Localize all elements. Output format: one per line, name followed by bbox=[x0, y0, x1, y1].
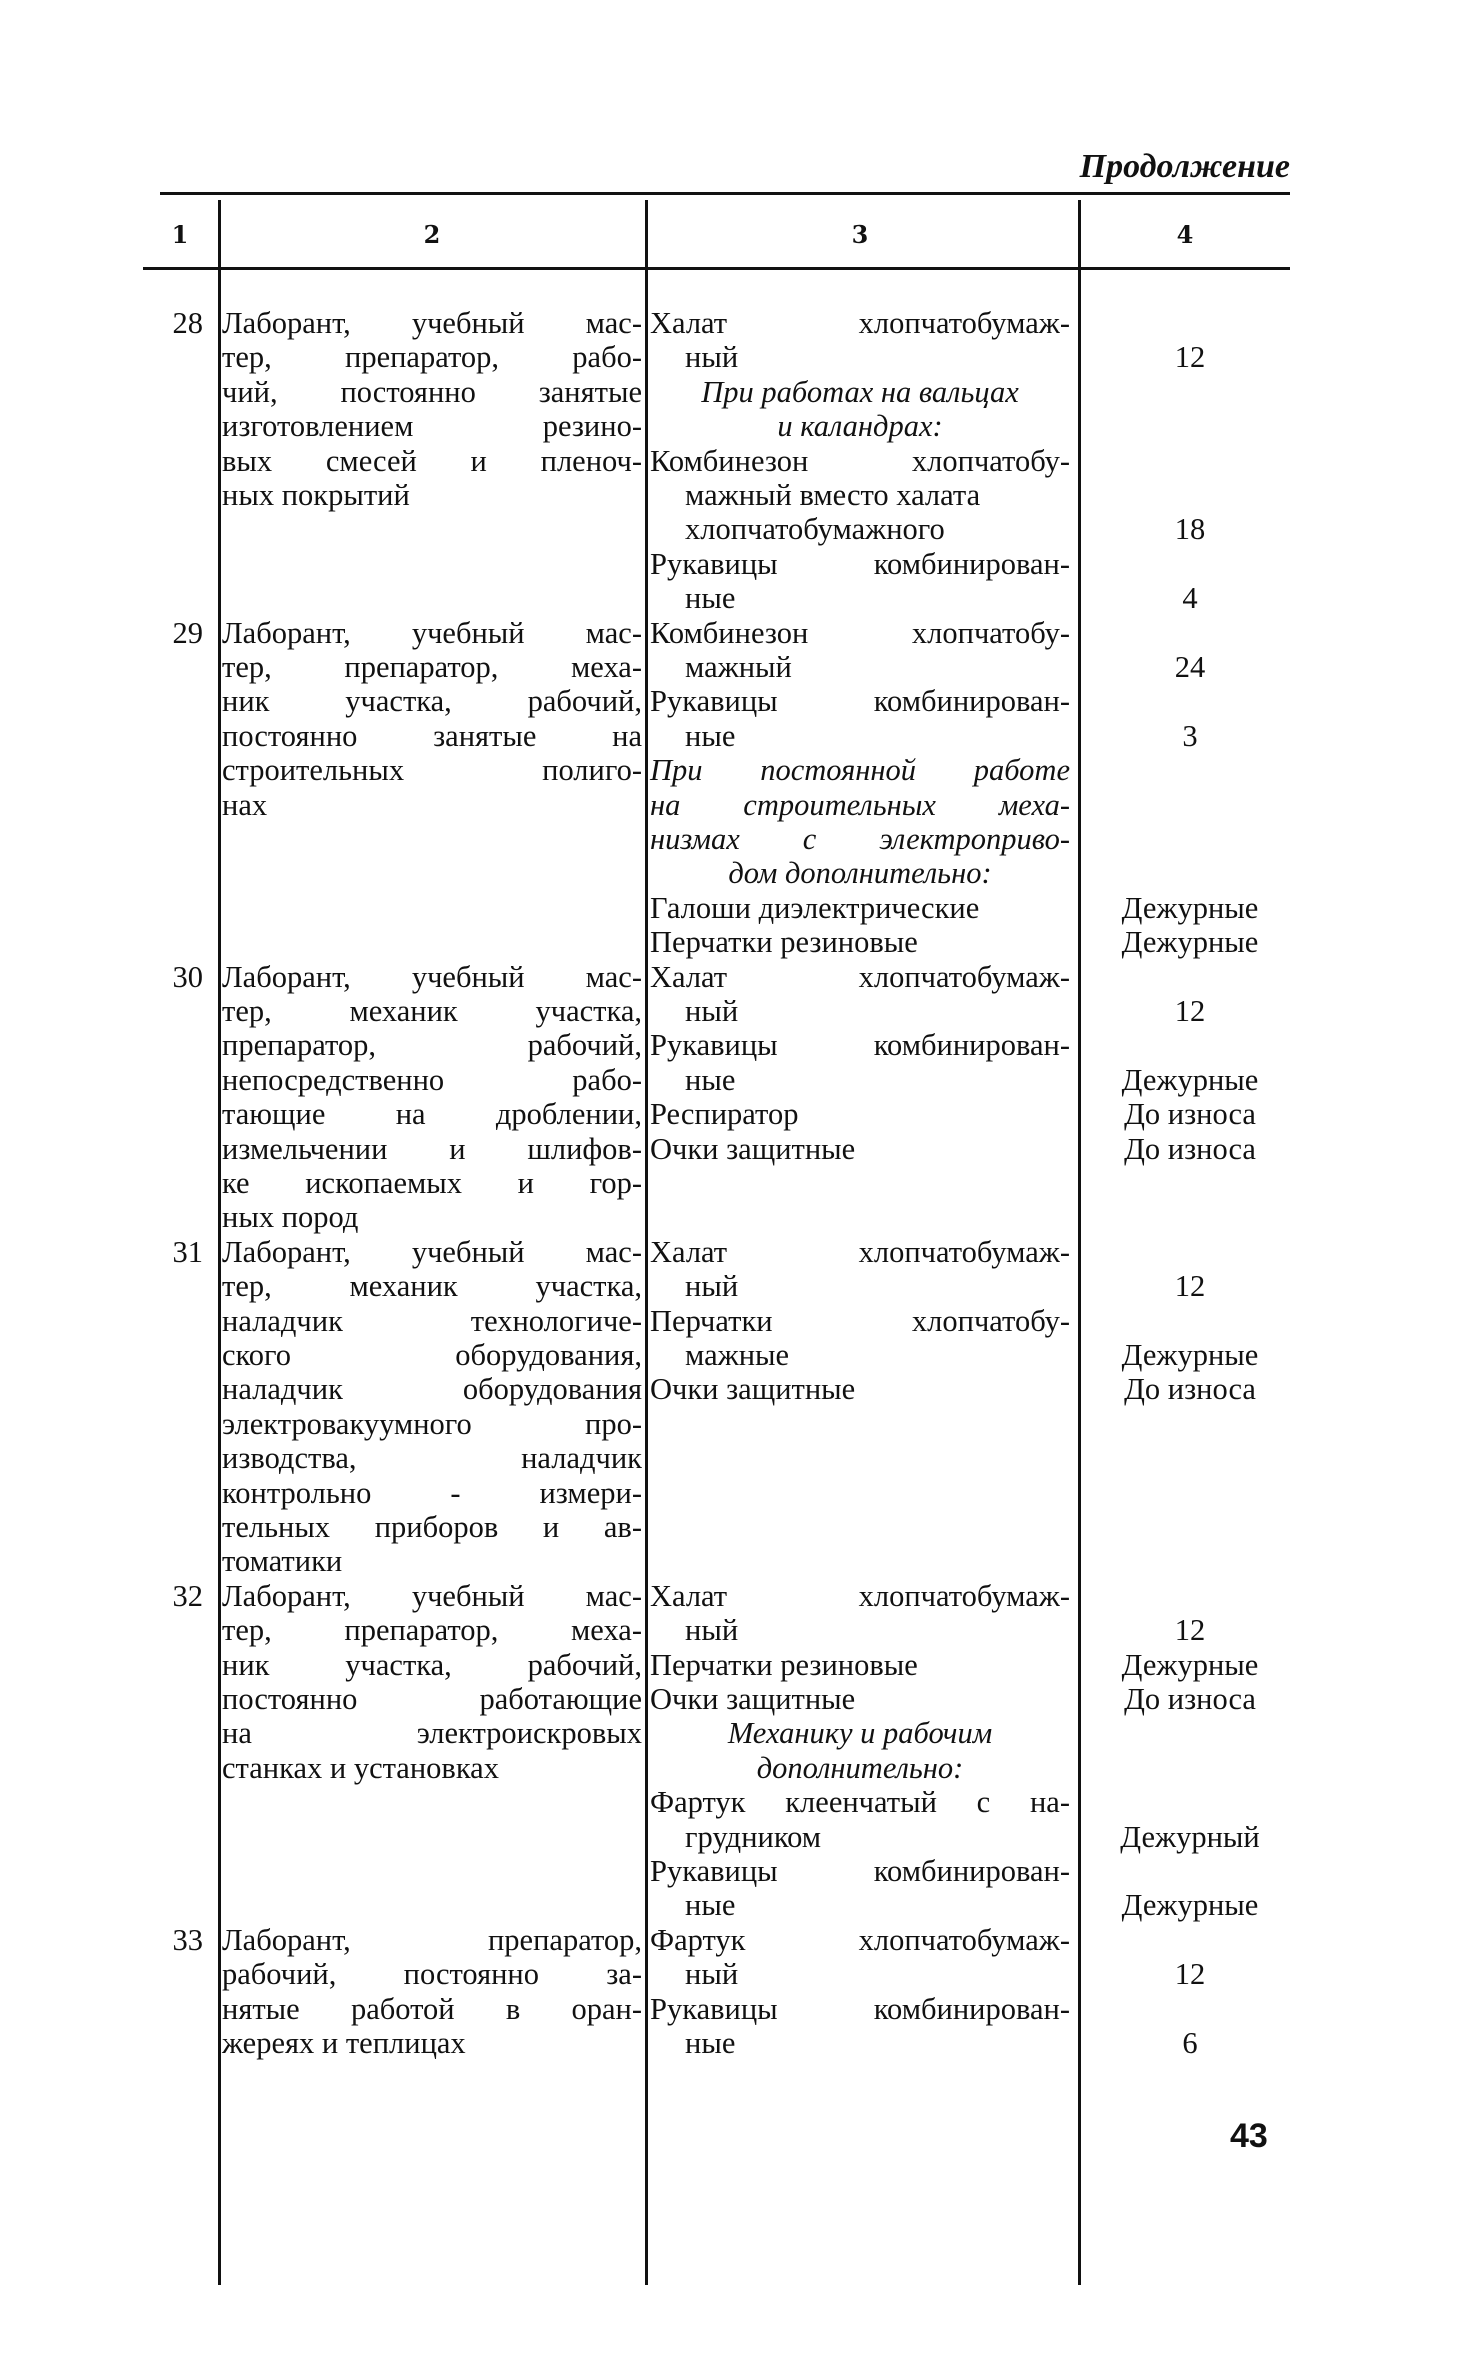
profession-line: Лаборант, учебный мас- bbox=[222, 306, 642, 340]
profession-line: Лаборант, учебный мас- bbox=[222, 959, 642, 994]
profession-line: ник участка, рабочий, bbox=[222, 684, 642, 719]
wear-term: Дежурные bbox=[1121, 1647, 1259, 1682]
header-bottom-rule bbox=[143, 267, 1290, 270]
item-line: Рукавицы комбинирован- bbox=[650, 546, 1070, 581]
item-line: Халат хлопчатобумаж- bbox=[650, 1578, 1070, 1613]
wear-term: Дежурные bbox=[1121, 925, 1259, 960]
italic-note-line: дополнительно: bbox=[756, 1750, 964, 1785]
profession-line: наладчик технологиче- bbox=[222, 1303, 642, 1338]
item-line: ные bbox=[685, 718, 736, 753]
item-line: Фартук хлопчатобумаж- bbox=[650, 1922, 1070, 1957]
item-line: Перчатки резиновые bbox=[650, 925, 918, 960]
profession-line: жереях и теплицах bbox=[222, 2026, 466, 2060]
row-number: 32 bbox=[172, 1578, 203, 1613]
profession-line: тер, препаратор, меха- bbox=[222, 650, 642, 684]
continuation-heading: Продолжение bbox=[1079, 148, 1290, 185]
italic-note-line: При постоянной работе bbox=[650, 753, 1070, 788]
item-line: Халат хлопчатобумаж- bbox=[650, 1234, 1070, 1269]
item-line: мажные bbox=[685, 1338, 790, 1372]
item-line: Фартук клеенчатый с на- bbox=[650, 1785, 1070, 1820]
profession-line: нах bbox=[222, 787, 268, 822]
profession-line: препаратор, рабочий, bbox=[222, 1028, 642, 1063]
page-number: 43 bbox=[1230, 2117, 1268, 2155]
profession-line: постоянно работающие bbox=[222, 1682, 642, 1716]
wear-term: Дежурные bbox=[1121, 1062, 1259, 1097]
profession-line: ник участка, рабочий, bbox=[222, 1647, 642, 1682]
profession-line: ке ископаемых и гор- bbox=[222, 1166, 642, 1200]
item-line: Очки защитные bbox=[650, 1131, 856, 1166]
italic-note-line: дом дополнительно: bbox=[728, 856, 992, 891]
item-line: ный bbox=[685, 1269, 739, 1304]
item-line: Перчатки резиновые bbox=[650, 1647, 918, 1682]
profession-line: рабочий, постоянно за- bbox=[222, 1957, 642, 1992]
wear-term: Дежурный bbox=[1120, 1819, 1260, 1854]
item-line: ный bbox=[685, 340, 739, 375]
profession-line: измельчении и шлифов- bbox=[222, 1131, 642, 1166]
item-line: Халат хлопчатобумаж- bbox=[650, 306, 1070, 340]
profession-line: на электроискровых bbox=[222, 1716, 642, 1751]
profession-line: томатики bbox=[222, 1544, 343, 1579]
item-line: Галоши диэлектрические bbox=[650, 890, 980, 925]
col-divider-3 bbox=[1078, 200, 1081, 2285]
item-line: Респиратор bbox=[650, 1097, 799, 1132]
item-line: ный bbox=[685, 994, 739, 1028]
profession-line: изводства, наладчик bbox=[222, 1441, 642, 1476]
profession-line: наладчик оборудования bbox=[222, 1372, 642, 1407]
row-number: 29 bbox=[172, 615, 203, 650]
column-header-1: 1 bbox=[171, 220, 189, 249]
profession-line: ных пород bbox=[222, 1200, 359, 1235]
profession-line: тер, механик участка, bbox=[222, 994, 642, 1028]
column-header-4: 4 bbox=[1176, 220, 1194, 249]
profession-line: ных покрытий bbox=[222, 478, 410, 512]
row-number: 31 bbox=[172, 1234, 203, 1269]
row-number: 33 bbox=[172, 1922, 203, 1957]
wear-term: До износа bbox=[1124, 1097, 1256, 1132]
profession-line: чий, постоянно занятые bbox=[222, 374, 642, 409]
item-line: ные bbox=[685, 1888, 736, 1923]
profession-line: электровакуумного про- bbox=[222, 1406, 642, 1441]
profession-line: ского оборудования, bbox=[222, 1338, 642, 1372]
profession-line: Лаборант, препаратор, bbox=[222, 1922, 642, 1957]
column-header-2: 2 bbox=[423, 220, 441, 249]
item-line: грудником bbox=[685, 1819, 822, 1854]
item-line: Комбинезон хлопчатобу- bbox=[650, 443, 1070, 478]
profession-line: станках и установках bbox=[222, 1750, 499, 1785]
profession-line: нятые работой в оран- bbox=[222, 1991, 642, 2026]
wear-term: 4 bbox=[1182, 581, 1198, 616]
col-divider-1 bbox=[218, 200, 221, 2285]
item-line: мажный вместо халата bbox=[685, 478, 981, 512]
wear-term: До износа bbox=[1124, 1372, 1256, 1407]
item-line: ный bbox=[685, 1613, 739, 1648]
italic-note-line: Механику и рабочим bbox=[727, 1716, 993, 1751]
italic-note-line: и каландрах: bbox=[777, 409, 943, 444]
profession-line: тельных приборов и ав- bbox=[222, 1510, 642, 1544]
table-top-rule bbox=[160, 192, 1290, 195]
item-line: ные bbox=[685, 2026, 736, 2060]
wear-term: Дежурные bbox=[1121, 890, 1259, 925]
item-line: Перчатки хлопчатобу- bbox=[650, 1303, 1070, 1338]
item-line: Очки защитные bbox=[650, 1372, 856, 1407]
profession-line: Лаборант, учебный мас- bbox=[222, 1578, 642, 1613]
wear-term: 6 bbox=[1182, 2026, 1198, 2060]
profession-line: строительных полиго- bbox=[222, 753, 642, 788]
wear-term: 12 bbox=[1174, 1269, 1206, 1304]
col-divider-2 bbox=[645, 200, 648, 2285]
item-line: ные bbox=[685, 1062, 736, 1097]
wear-term: 12 bbox=[1174, 340, 1206, 375]
wear-term: До износа bbox=[1124, 1682, 1256, 1716]
profession-line: тер, препаратор, рабо- bbox=[222, 340, 642, 375]
item-line: ные bbox=[685, 581, 736, 616]
italic-note-line: При работах на вальцах bbox=[701, 374, 1019, 409]
wear-term: Дежурные bbox=[1121, 1888, 1259, 1923]
wear-term: 3 bbox=[1182, 718, 1198, 753]
item-line: Рукавицы комбинирован- bbox=[650, 684, 1070, 719]
profession-line: вых смесей и пленоч- bbox=[222, 443, 642, 478]
profession-line: Лаборант, учебный мас- bbox=[222, 1234, 642, 1269]
wear-term: Дежурные bbox=[1121, 1338, 1259, 1372]
profession-line: тер, препаратор, меха- bbox=[222, 1613, 642, 1648]
row-number: 30 bbox=[172, 959, 203, 994]
italic-note-line: на строительных меха- bbox=[650, 787, 1070, 822]
wear-term: 12 bbox=[1174, 1957, 1206, 1992]
column-header-3: 3 bbox=[851, 220, 869, 249]
profession-line: тающие на дроблении, bbox=[222, 1097, 642, 1132]
profession-line: постоянно занятые на bbox=[222, 718, 642, 753]
wear-term: 18 bbox=[1174, 512, 1206, 547]
profession-line: тер, механик участка, bbox=[222, 1269, 642, 1304]
italic-note-line: низмах с электроприво- bbox=[650, 822, 1070, 856]
item-line: Рукавицы комбинирован- bbox=[650, 1854, 1070, 1888]
wear-term: До износа bbox=[1124, 1131, 1256, 1166]
item-line: Рукавицы комбинирован- bbox=[650, 1991, 1070, 2026]
profession-line: Лаборант, учебный мас- bbox=[222, 615, 642, 650]
item-line: хлопчатобумажного bbox=[685, 512, 945, 547]
item-line: Рукавицы комбинирован- bbox=[650, 1028, 1070, 1063]
item-line: ный bbox=[685, 1957, 739, 1992]
wear-term: 24 bbox=[1174, 650, 1206, 684]
item-line: Очки защитные bbox=[650, 1682, 856, 1716]
wear-term: 12 bbox=[1174, 994, 1206, 1028]
item-line: Халат хлопчатобумаж- bbox=[650, 959, 1070, 994]
row-number: 28 bbox=[172, 306, 203, 340]
profession-line: непосредственно рабо- bbox=[222, 1062, 642, 1097]
profession-line: изготовлением резино- bbox=[222, 409, 642, 444]
wear-term: 12 bbox=[1174, 1613, 1206, 1648]
profession-line: контрольно - измери- bbox=[222, 1475, 642, 1510]
item-line: Комбинезон хлопчатобу- bbox=[650, 615, 1070, 650]
item-line: мажный bbox=[685, 650, 792, 684]
